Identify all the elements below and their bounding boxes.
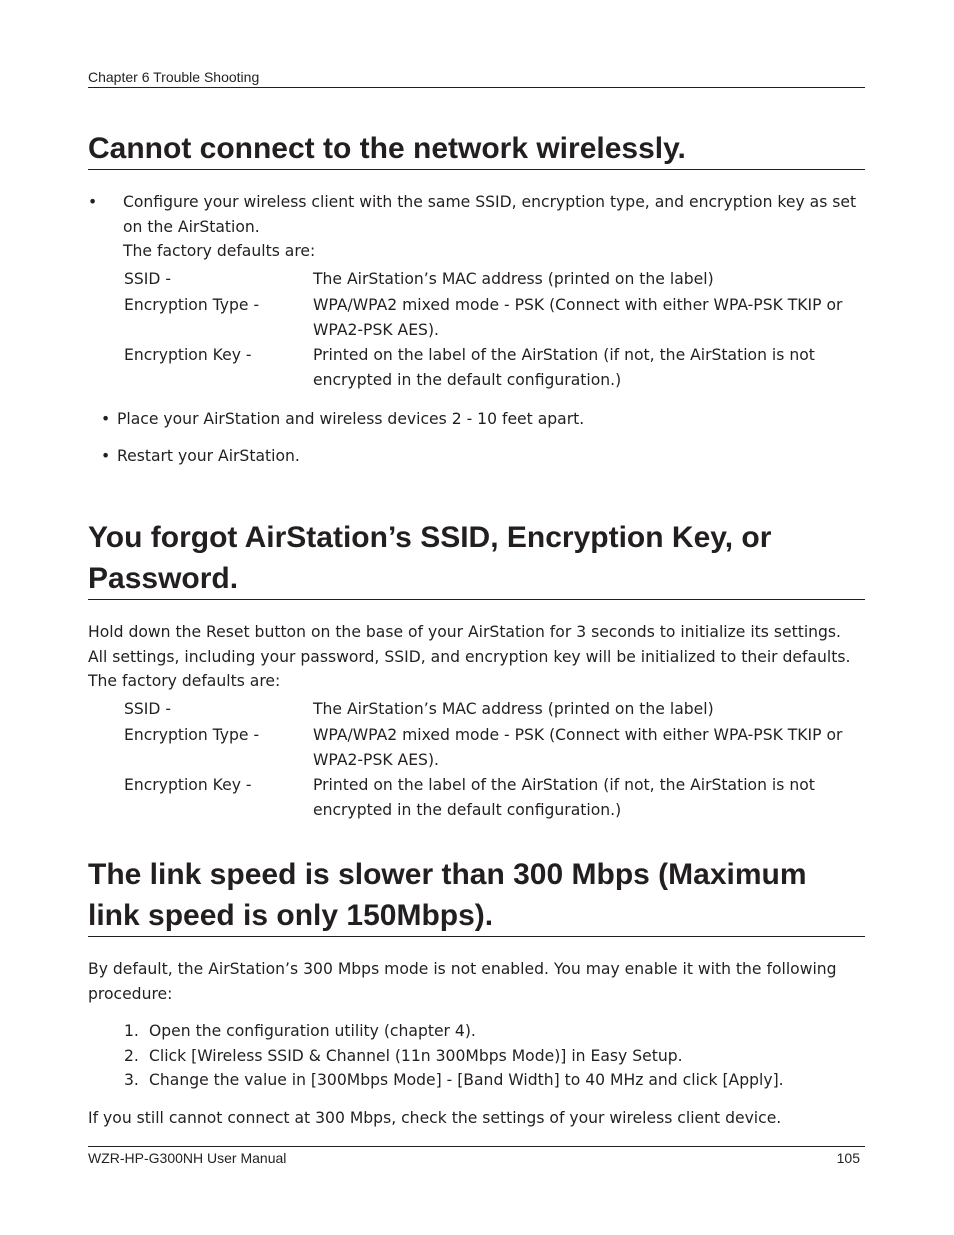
section-forgot-ssid-body bbox=[88, 620, 865, 822]
page-number: 105 bbox=[836, 1150, 860, 1166]
closing-paragraph: If you still cannot connect at 300 Mbps, check the settings of your wireless client device. bbox=[88, 1108, 782, 1127]
bullet-text: Configure your wireless client with the same SSID, encryption type, and encryption key as set on the AirStation. bbox=[123, 193, 857, 236]
default-row bbox=[88, 293, 865, 342]
section-heading-forgot-ssid: You forgot AirStation’s SSID, Encryption Key, or Password. bbox=[88, 517, 865, 600]
default-desc: Printed on the label of the AirStation (if not, the AirStation is not encrypted in the default configuration.) bbox=[313, 776, 815, 819]
section-link-speed-body bbox=[88, 957, 865, 1130]
step-number: 3. bbox=[124, 1071, 139, 1089]
default-desc: WPA/WPA2 mixed mode - PSK (Connect with either WPA-PSK TKIP or WPA2-PSK AES). bbox=[313, 726, 843, 769]
step-number: 1. bbox=[124, 1022, 139, 1040]
section-wireless-connect-body bbox=[88, 190, 865, 392]
default-row bbox=[88, 723, 865, 772]
list-item bbox=[88, 1068, 865, 1093]
default-desc: The AirStation’s MAC address (printed on the label) bbox=[313, 699, 714, 718]
default-term: SSID - bbox=[124, 699, 171, 718]
bullet-item bbox=[88, 444, 865, 469]
section-heading-wireless-connect: Cannot connect to the network wirelessly. bbox=[88, 128, 865, 170]
default-row bbox=[88, 343, 865, 392]
default-term: Encryption Key - bbox=[124, 346, 252, 364]
bullet-marker: • bbox=[101, 447, 111, 465]
default-desc: Printed on the label of the AirStation (if not, the AirStation is not encrypted in the default configuration.) bbox=[313, 346, 815, 389]
running-header: Chapter 6 Trouble Shooting bbox=[88, 68, 865, 88]
bullet-subtext: The factory defaults are: bbox=[123, 242, 316, 260]
default-row bbox=[88, 773, 865, 822]
factory-defaults-list bbox=[88, 267, 865, 393]
procedure-steps bbox=[88, 1019, 865, 1093]
paragraph: Hold down the Reset button on the base of your AirStation for 3 seconds to initialize its settings. All settings, including your password, SSID, and encryption key will be initialized to their defaults. The factory defaults are: bbox=[88, 623, 851, 690]
step-text: Click [Wireless SSID & Channel (11n 300Mbps Mode)] in Easy Setup. bbox=[149, 1046, 683, 1065]
list-item bbox=[88, 1019, 865, 1044]
bullet-marker: • bbox=[101, 410, 111, 428]
bullet-text: Restart your AirStation. bbox=[117, 447, 300, 465]
bullet-text: Place your AirStation and wireless devices 2 - 10 feet apart. bbox=[117, 410, 585, 428]
paragraph: By default, the AirStation’s 300 Mbps mode is not enabled. You may enable it with the following procedure: bbox=[88, 960, 837, 1003]
default-desc: The AirStation’s MAC address (printed on the label) bbox=[313, 269, 714, 288]
default-term: Encryption Key - bbox=[124, 776, 252, 794]
default-desc: WPA/WPA2 mixed mode - PSK (Connect with either WPA-PSK TKIP or WPA2-PSK AES). bbox=[313, 296, 843, 339]
running-footer bbox=[88, 1146, 865, 1167]
footer-manual-title: WZR-HP-G300NH User Manual bbox=[88, 1150, 287, 1166]
list-item bbox=[88, 1044, 865, 1069]
section-heading-link-speed: The link speed is slower than 300 Mbps (Maximum link speed is only 150Mbps). bbox=[88, 854, 865, 937]
step-number: 2. bbox=[124, 1046, 139, 1065]
step-text: Change the value in [300Mbps Mode] - [Band Width] to 40 MHz and click [Apply]. bbox=[149, 1071, 784, 1089]
default-term: SSID - bbox=[124, 269, 171, 288]
default-row bbox=[88, 697, 865, 722]
bullet-marker: • bbox=[88, 193, 98, 211]
default-term: Encryption Type - bbox=[124, 296, 260, 314]
default-term: Encryption Type - bbox=[124, 726, 260, 744]
bullet-item bbox=[88, 407, 865, 432]
default-row bbox=[88, 267, 865, 292]
step-text: Open the configuration utility (chapter 4). bbox=[149, 1022, 476, 1040]
factory-defaults-list bbox=[88, 697, 865, 823]
bullet-item bbox=[88, 190, 865, 264]
